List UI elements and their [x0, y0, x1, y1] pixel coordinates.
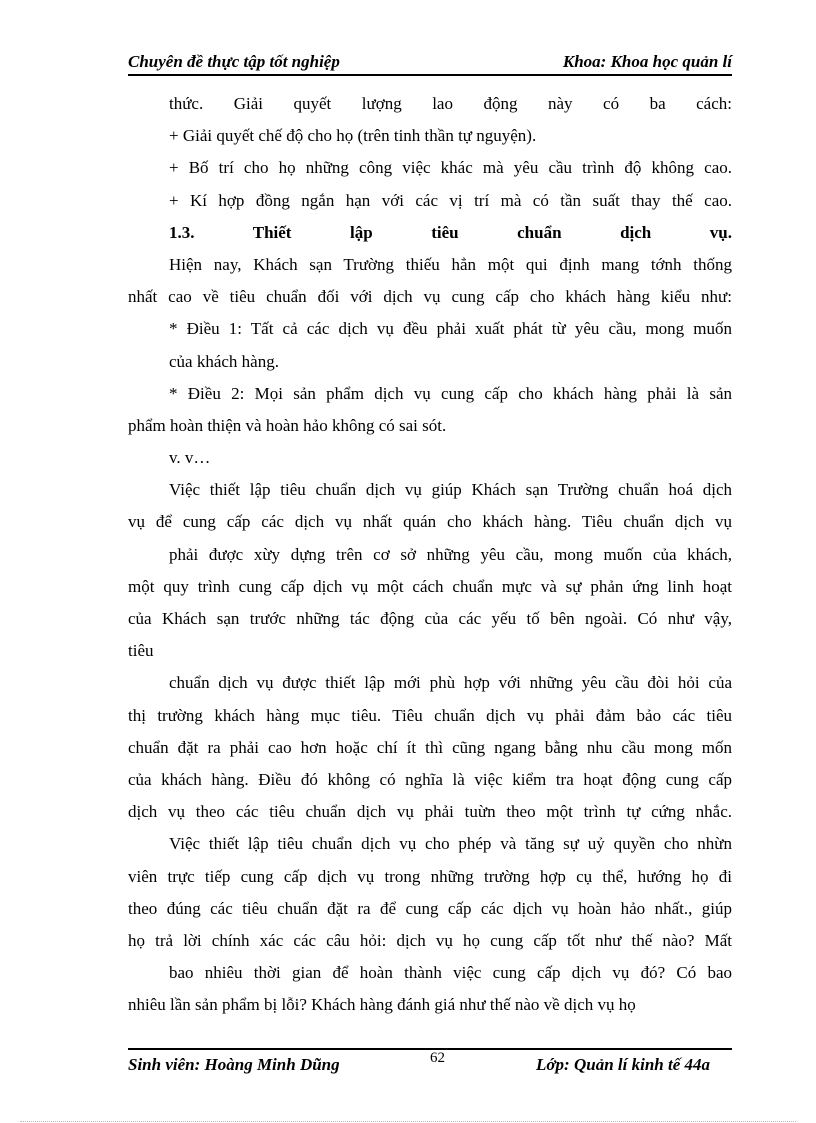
text-line: phải được xừy dựng trên cơ sở những yêu cầu, mong muốn của khách,: [169, 544, 732, 564]
text-line: bao nhiêu thời gian để hoàn thành việc cung cấp dịch vụ đó? Có bao: [169, 963, 732, 983]
text-line: một quy trình cung cấp dịch vụ một cách chuẩn mực và sự phản ứng linh hoạt: [128, 576, 732, 596]
text-line: + Giải quyết chế độ cho họ (trên tinh thần tự nguyện).: [169, 126, 537, 146]
text-line: phẩm hoàn thiện và hoàn hảo không có sai sót.: [128, 415, 447, 435]
page-edge-divider: [20, 1121, 796, 1122]
text-line: họ trả lời chính xác các câu hỏi: dịch vụ họ cung cấp tốt như thế nào? Mất: [128, 930, 732, 950]
page-footer: [128, 1048, 732, 1080]
text-line: Việc thiết lập tiêu chuẩn dịch vụ giúp Khách sạn Trường chuẩn hoá dịch: [169, 480, 732, 500]
header-faculty: Khoa: Khoa học quản lí: [562, 52, 732, 71]
text-line: của khách hàng.: [169, 351, 279, 371]
section-heading: 1.3. Thiết lập tiêu chuẩn dịch vụ.: [169, 222, 732, 242]
text-line: dịch vụ theo các tiêu chuẩn dịch vụ phải tuừn theo một trình tự cứng nhắc.: [128, 802, 732, 822]
text-line: theo đúng các tiêu chuẩn đặt ra để cung cấp các dịch vụ hoàn hảo nhất., giúp: [128, 898, 732, 918]
text-line: + Kí hợp đồng ngắn hạn với các vị trí mà có tần suất thay thế cao.: [169, 190, 732, 210]
text-line: * Điều 2: Mọi sản phẩm dịch vụ cung cấp cho khách hàng phải là sản: [169, 383, 732, 403]
page-number: 62: [430, 1050, 445, 1066]
text-line: v. v…: [169, 448, 211, 468]
footer-student: Sinh viên: Hoàng Minh Dũng: [128, 1055, 340, 1074]
text-line: chuẩn dịch vụ được thiết lập mới phù hợp với những yêu cầu đòi hỏi của: [169, 673, 732, 693]
text-line: Việc thiết lập tiêu chuẩn dịch vụ cho phép và tăng sự uỷ quyền cho nhừn: [169, 834, 732, 854]
text-line: vụ để cung cấp các dịch vụ nhất quán cho khách hàng. Tiêu chuẩn dịch vụ: [128, 512, 732, 532]
text-line: thức. Giải quyết lượng lao động này có ba cách:: [169, 94, 732, 113]
text-line: * Điều 1: Tất cả các dịch vụ đều phải xuất phát từ yêu cầu, mong muốn: [169, 319, 732, 339]
text-line: viên trực tiếp cung cấp dịch vụ trong những trường hợp cụ thể, hướng họ đi: [128, 866, 732, 886]
text-line: nhiêu lần sản phẩm bị lỗi? Khách hàng đánh giá như thế nào về dịch vụ họ: [128, 995, 636, 1015]
text-line: nhất cao về tiêu chuẩn đối với dịch vụ cung cấp cho khách hàng kiểu như:: [128, 287, 732, 307]
text-line: của Khách sạn trước những tác động của các yếu tố bên ngoài. Có như vậy,: [128, 609, 732, 628]
text-line: thị trường khách hàng mục tiêu. Tiêu chuẩn dịch vụ phải đảm bảo các tiêu: [128, 705, 732, 725]
text-line: Hiện nay, Khách sạn Trường thiếu hẳn một qui định mang tớnh thống: [169, 254, 732, 274]
text-line: + Bố trí cho họ những công việc khác mà yêu cầu trình độ không cao.: [169, 158, 732, 178]
text-line: của khách hàng. Điều đó không có nghĩa là việc kiểm tra hoạt động cung cấp: [128, 769, 732, 789]
page-header: [128, 50, 732, 76]
footer-class: Lớp: Quản lí kinh tế 44a: [536, 1055, 710, 1074]
text-line: chuẩn đặt ra phải cao hơn hoặc chí ít thì cũng ngang bằng nhu cầu mong mốn: [128, 737, 732, 757]
header-course-title: Chuyên đề thực tập tốt nghiệp: [128, 52, 340, 71]
page-body: [128, 88, 732, 1021]
text-line: tiêu: [128, 641, 154, 661]
